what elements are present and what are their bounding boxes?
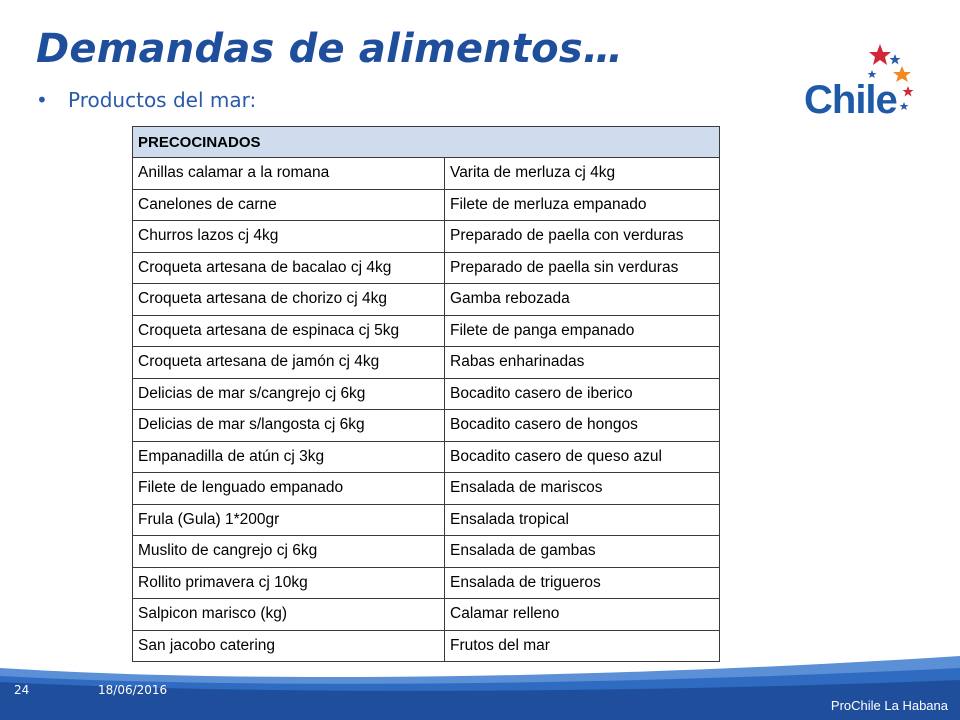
table-body [133,158,720,662]
table-cell-right: Gamba rebozada [445,284,720,316]
table-cell-left: Delicias de mar s/cangrejo cj 6kg [133,378,445,410]
table-cell-right: Ensalada de gambas [445,536,720,568]
table-row [133,315,720,347]
table-cell-right: Calamar relleno [445,599,720,631]
table-cell-left: Anillas calamar a la romana [133,158,445,190]
table-cell-left: Churros lazos cj 4kg [133,221,445,253]
table-cell-right: Ensalada de mariscos [445,473,720,505]
table-cell-right: Bocadito casero de hongos [445,410,720,442]
products-table [132,126,720,662]
table-row [133,504,720,536]
table-row [133,347,720,379]
table-row [133,284,720,316]
table-cell-left: Frula (Gula) 1*200gr [133,504,445,536]
table-cell-right: Frutos del mar [445,630,720,662]
table-cell-left: Salpicon marisco (kg) [133,599,445,631]
bullet-item [36,88,256,112]
table-cell-left: Muslito de cangrejo cj 6kg [133,536,445,568]
table-cell-right: Filete de merluza empanado [445,189,720,221]
table-cell-right: Bocadito casero de queso azul [445,441,720,473]
table-row [133,599,720,631]
chile-logo [800,40,920,122]
table-cell-left: Empanadilla de atún cj 3kg [133,441,445,473]
table-cell-right: Preparado de paella con verduras [445,221,720,253]
table-cell-left: Filete de lenguado empanado [133,473,445,505]
logo-text: Chile [804,78,897,122]
footer-date: 18/06/2016 [98,683,168,697]
table-row [133,189,720,221]
table-header-row [133,127,720,158]
bullet-symbol: • [36,88,48,112]
table-cell-left: Canelones de carne [133,189,445,221]
table-row [133,378,720,410]
table-header: PRECOCINADOS [133,127,720,158]
slide-title: Demandas de alimentos… [36,26,624,72]
table-cell-right: Ensalada tropical [445,504,720,536]
table-row [133,252,720,284]
table-cell-right: Preparado de paella sin verduras [445,252,720,284]
table-row [133,158,720,190]
table-row [133,473,720,505]
table-cell-right: Filete de panga empanado [445,315,720,347]
table-row [133,567,720,599]
table-cell-right: Ensalada de trigueros [445,567,720,599]
table-cell-left: Delicias de mar s/langosta cj 6kg [133,410,445,442]
footer-organization: ProChile La Habana [830,698,948,713]
table-cell-right: Varita de merluza cj 4kg [445,158,720,190]
page-number: 24 [14,683,30,697]
table-cell-left: Croqueta artesana de bacalao cj 4kg [133,252,445,284]
table-cell-left: Croqueta artesana de chorizo cj 4kg [133,284,445,316]
table-cell-right: Rabas enharinadas [445,347,720,379]
table-row [133,221,720,253]
table-row [133,410,720,442]
table-cell-right: Bocadito casero de iberico [445,378,720,410]
bullet-text: Productos del mar: [68,88,257,112]
table-row [133,536,720,568]
table-row [133,441,720,473]
table-cell-left: Rollito primavera cj 10kg [133,567,445,599]
table-cell-left: Croqueta artesana de espinaca cj 5kg [133,315,445,347]
table-cell-left: San jacobo catering [133,630,445,662]
table-cell-left: Croqueta artesana de jamón cj 4kg [133,347,445,379]
